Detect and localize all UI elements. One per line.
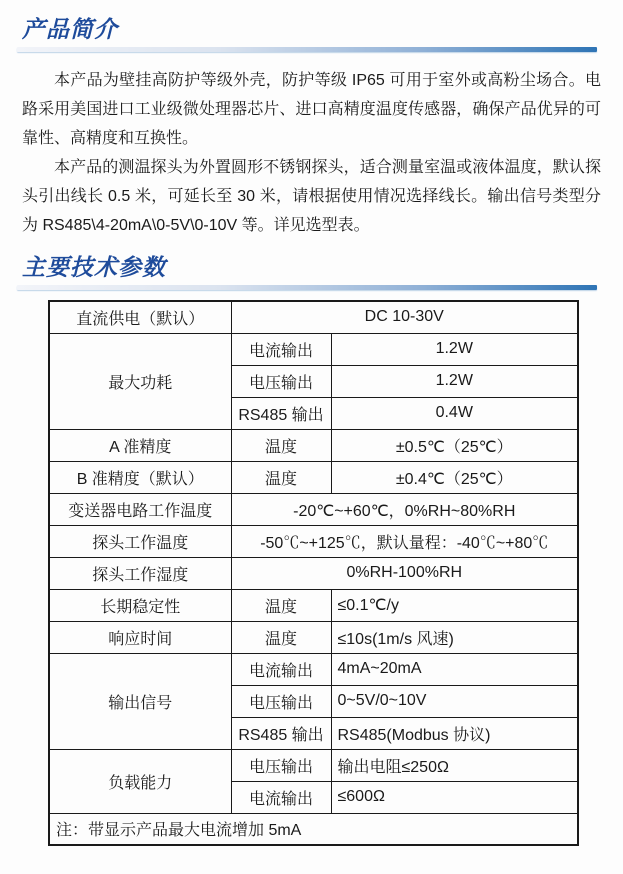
table-row — [49, 621, 578, 653]
table-row — [49, 525, 578, 557]
table-row — [49, 589, 578, 621]
table-row — [49, 333, 578, 365]
param-value-cell: 0%RH-100%RH — [231, 557, 578, 589]
param-value-cell: 0.4W — [331, 397, 578, 429]
table-row — [49, 813, 578, 845]
section-product-intro — [22, 14, 601, 240]
param-value-cell: 1.2W — [331, 365, 578, 397]
table-row — [49, 429, 578, 461]
intro-paragraph: 本产品为壁挂高防护等级外壳，防护等级 IP65 可用于室外或高粉尘场合。电路采用美国进口工业级微处理器芯片、进口高精度温度传感器，确保产品优异的可靠性、高精度和互换性。 — [22, 72, 601, 147]
sub-param-cell: 电压输出 — [231, 749, 331, 781]
param-name-cell: B 准精度（默认） — [49, 461, 231, 493]
sub-param-cell: 温度 — [231, 621, 331, 653]
param-value-cell: 输出电阻≤250Ω — [331, 749, 578, 781]
sub-param-cell: RS485 输出 — [231, 397, 331, 429]
param-name-cell: 长期稳定性 — [49, 589, 231, 621]
param-name-cell: 最大功耗 — [49, 333, 231, 429]
sub-param-cell: 电压输出 — [231, 685, 331, 717]
intro-paragraph: 本产品的测温探头为外置圆形不锈钢探头，适合测量室温或液体温度，默认探头引出线长 0.5 米，可延长至 30 米，请根据使用情况选择线长。输出信号类型分为 RS485\4-20mA\0-5V\0-10V 等。详见选型表。 — [22, 159, 601, 234]
param-value-cell: ±0.4℃（25℃） — [331, 461, 578, 493]
table-row — [49, 749, 578, 781]
gradient-rule — [17, 285, 597, 290]
param-value-cell: 0~5V/0~10V — [331, 685, 578, 717]
param-value-cell: ≤10s(1m/s 风速) — [331, 621, 578, 653]
table-note-cell: 注：带显示产品最大电流增加 5mA — [49, 813, 578, 845]
spec-table — [48, 300, 579, 846]
sub-param-cell: 温度 — [231, 589, 331, 621]
sub-param-cell: 电流输出 — [231, 653, 331, 685]
sub-param-cell: 电流输出 — [231, 781, 331, 813]
param-name-cell: 探头工作湿度 — [49, 557, 231, 589]
param-value-cell: ≤600Ω — [331, 781, 578, 813]
intro-text-block — [22, 66, 601, 240]
param-value-cell: ≤0.1℃/y — [331, 589, 578, 621]
param-value-cell: -20℃~+60℃，0%RH~80%RH — [231, 493, 578, 525]
sub-param-cell: 温度 — [231, 429, 331, 461]
table-row — [49, 493, 578, 525]
gradient-rule — [17, 47, 597, 52]
table-row — [49, 301, 578, 333]
table-row — [49, 653, 578, 685]
param-value-cell: 4mA~20mA — [331, 653, 578, 685]
section-title-tech-params: 主要技术参数 — [22, 254, 166, 280]
param-name-cell: 负载能力 — [49, 749, 231, 813]
param-name-cell: 响应时间 — [49, 621, 231, 653]
param-value-cell: -50℃~+125℃，默认量程：-40℃~+80℃ — [231, 525, 578, 557]
section-title-product-intro: 产品简介 — [22, 16, 118, 42]
table-row — [49, 557, 578, 589]
param-value-cell: ±0.5℃（25℃） — [331, 429, 578, 461]
sub-param-cell: 电压输出 — [231, 365, 331, 397]
param-name-cell: A 准精度 — [49, 429, 231, 461]
param-name-cell: 直流供电（默认） — [49, 301, 231, 333]
sub-param-cell: RS485 输出 — [231, 717, 331, 749]
param-name-cell: 输出信号 — [49, 653, 231, 749]
param-name-cell: 变送器电路工作温度 — [49, 493, 231, 525]
section-tech-params — [22, 252, 601, 846]
param-name-cell: 探头工作温度 — [49, 525, 231, 557]
param-value-cell: 1.2W — [331, 333, 578, 365]
param-value-cell: RS485(Modbus 协议) — [331, 717, 578, 749]
table-row — [49, 461, 578, 493]
sub-param-cell: 温度 — [231, 461, 331, 493]
sub-param-cell: 电流输出 — [231, 333, 331, 365]
param-value-cell: DC 10-30V — [231, 301, 578, 333]
